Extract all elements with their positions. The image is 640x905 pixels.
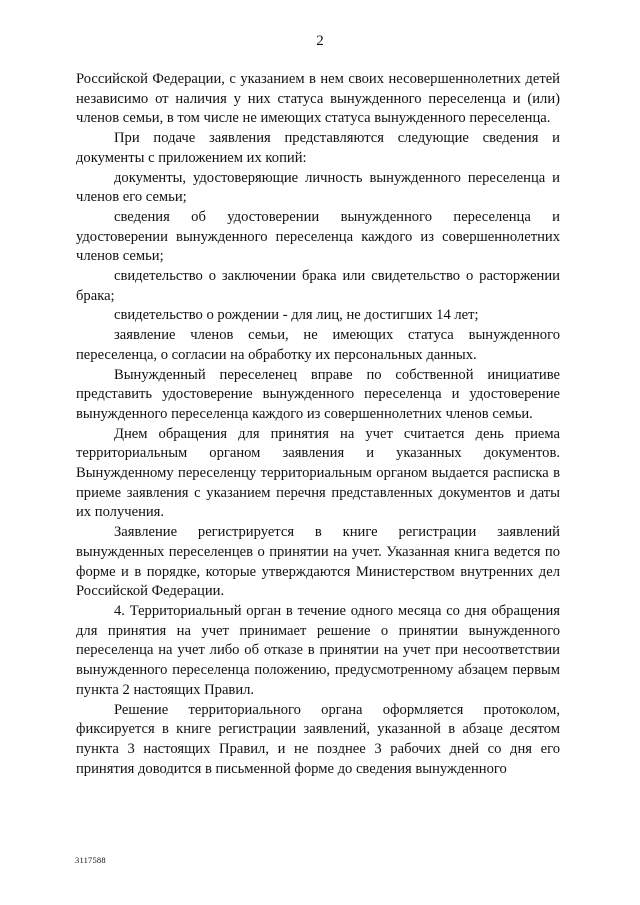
list-item-certificate-info: сведения об удостоверении вынужденного переселенца и удостоверении вынужденного переселенца каждого из совершеннолетних членов семьи; xyxy=(76,208,560,265)
list-item-data-consent: заявление членов семьи, не имеющих статуса вынужденного переселенца, о согласии на обработку их персональных данных. xyxy=(76,327,560,363)
paragraph-decision: Решение территориального органа оформляется протоколом, фиксируется в книге регистрации заявлений, указанной в абзаце десятом пункта 3 настоящих Правил, и не позднее 3 рабочих дней со дня его принятия доводится в письменной форме до сведения вынужденного xyxy=(76,701,560,777)
page-number: 2 xyxy=(316,33,324,49)
list-item-identity-documents: документы, удостоверяющие личность вынужденного переселенца и членов его семьи; xyxy=(76,169,560,206)
paragraph-item-4: 4. Территориальный орган в течение одного месяца со дня обращения для принятия на учет принимает решение о принятии вынужденного переселенца на учет либо об отказе в принятии на учет при несоответствии вынужденного переселенца положению, предусмотренному абзацем первым пункта 2 настоящих Правил. xyxy=(76,602,560,698)
list-item-birth-certificate: свидетельство о рождении - для лиц, не достигших 14 лет; xyxy=(114,307,479,324)
paragraph-own-initiative: Вынужденный переселенец вправе по собственной инициативе представить удостоверение вынужденного переселенца и удостоверение вынужденного переселенца каждого из совершеннолетних членов семьи. xyxy=(76,366,560,422)
list-item-marriage-certificate: свидетельство о заключении брака или свидетельство о расторжении брака; xyxy=(76,268,560,304)
paragraph-application-day: Днем обращения для принятия на учет считается день приема территориальным органом заявления и указанных документов. Вынужденному переселенцу территориальным органом выдается расписка в приеме заявления с указанием перечня представленных документов и даты их получения. xyxy=(76,425,560,521)
paragraph-application-info-intro: При подаче заявления представляются следующие сведения и документы с приложением их копий: xyxy=(76,130,560,166)
document-code: 3117588 xyxy=(75,855,106,865)
paragraph-registration-book: Заявление регистрируется в книге регистрации заявлений вынужденных переселенцев о принятии на учет. Указанная книга ведется по форме и в порядке, которые утверждаются Министерством внутренних дел Российской Федерации. xyxy=(76,524,560,600)
paragraph-continuation: Российской Федерации, с указанием в нем своих несовершеннолетних детей независимо от наличия у них статуса вынужденного переселенца и (или) членов семьи, в том числе не имеющих статуса вынужденного переселенца. xyxy=(76,71,560,127)
document-body xyxy=(76,70,560,779)
